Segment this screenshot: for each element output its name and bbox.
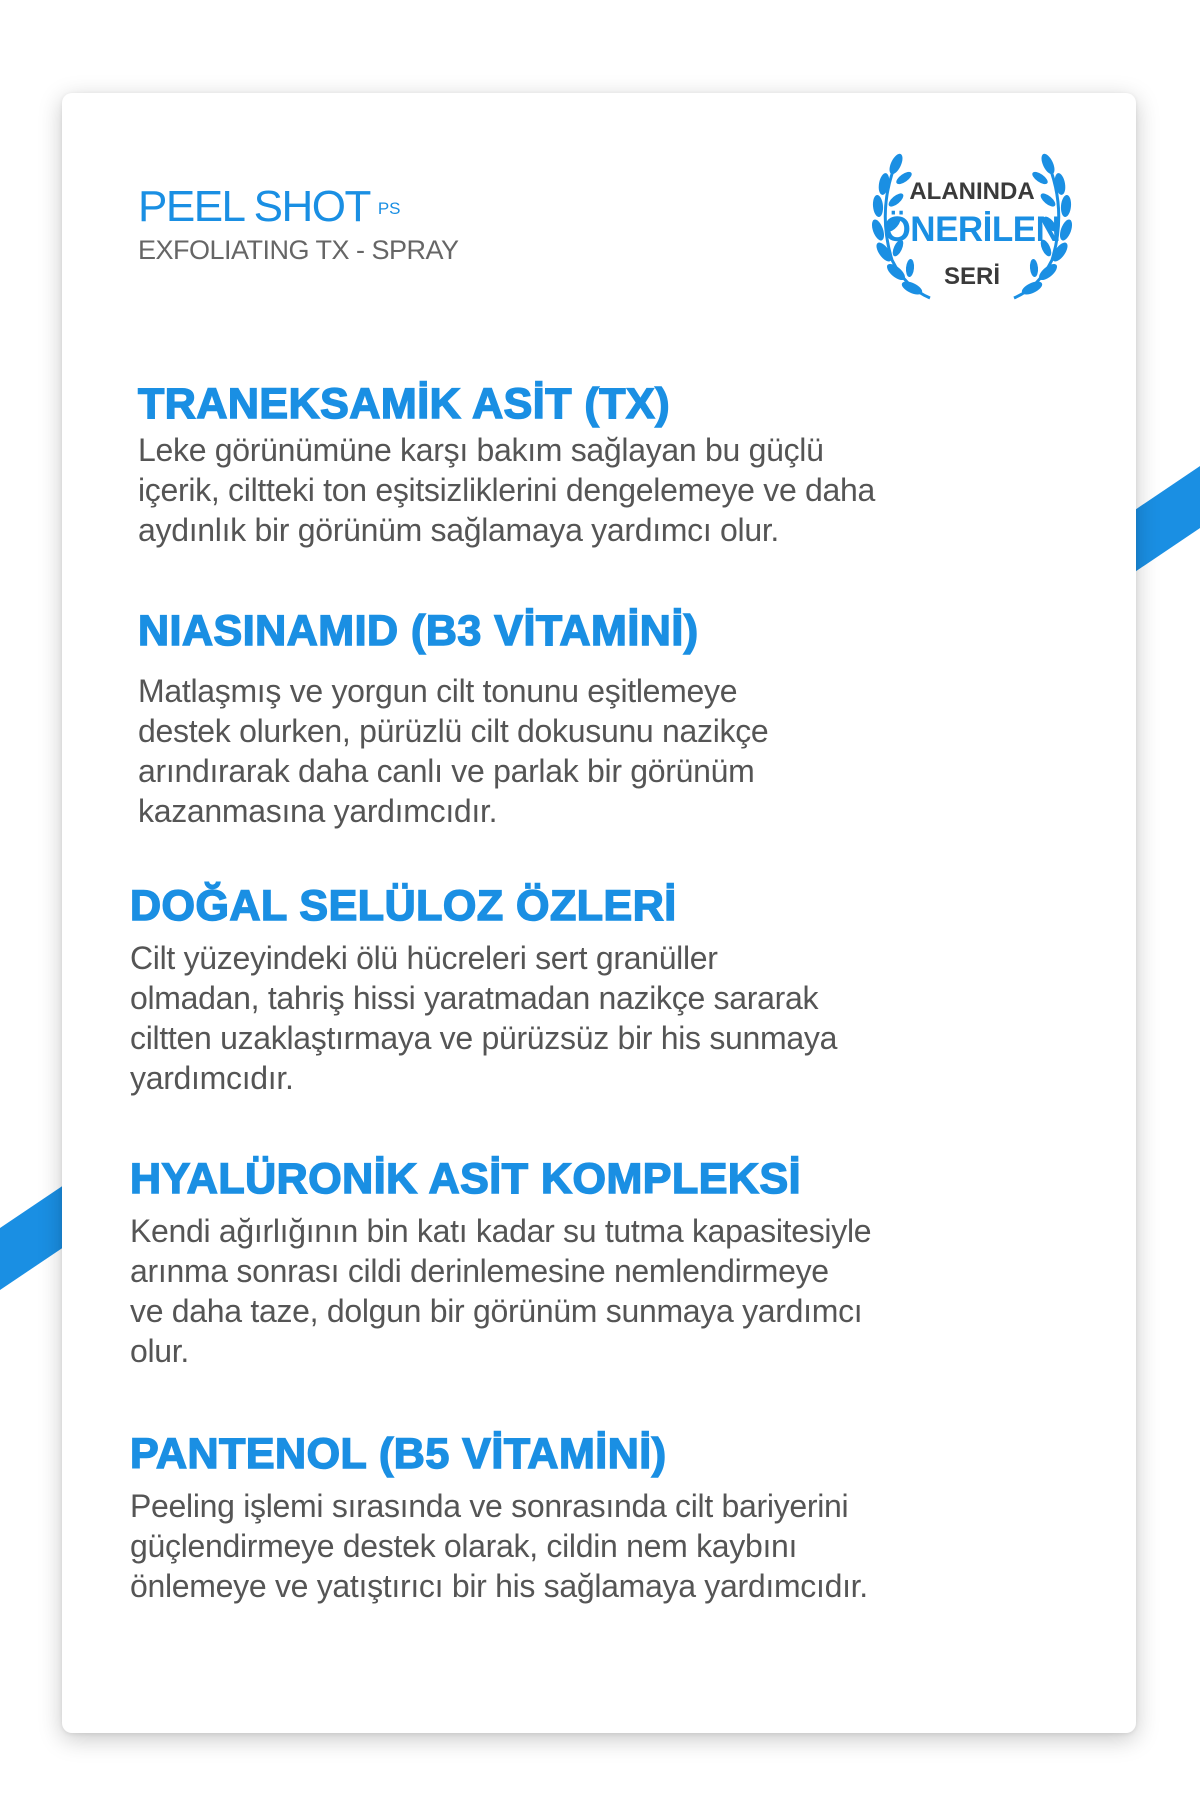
description-line: Matlaşmış ve yorgun cilt tonunu eşitlemeye [138, 673, 738, 709]
description-line: Kendi ağırlığının bin katı kadar su tutma kapasitesiyle [130, 1213, 872, 1249]
ingredient-description [130, 1211, 990, 1371]
brand-name-text: PEEL SHOT [138, 182, 370, 231]
ingredient-description [130, 938, 990, 1098]
description-line: Peeling işlemi sırasında ve sonrasında cilt bariyerini [130, 1488, 849, 1524]
description-line: olmadan, tahriş hissi yaratmadan nazikçe sararak [130, 980, 819, 1016]
ingredient-title: PANTENOL (B5 VİTAMİNİ) [130, 1430, 667, 1478]
badge-middle-text: ÖNERİLEN [883, 210, 1061, 249]
brand-superscript: PS [377, 199, 401, 218]
brand-name [138, 183, 459, 231]
ingredient-section [130, 1428, 1010, 1606]
recommended-badge [858, 148, 1086, 308]
badge-bottom-text: SERİ [943, 263, 1000, 290]
description-line: destek olurken, pürüzlü cilt dokusunu nazikçe [138, 713, 769, 749]
ingredient-description [138, 430, 998, 550]
description-line: yardımcıdır. [130, 1060, 294, 1096]
ingredient-section [138, 378, 1018, 550]
ingredient-section [138, 605, 1018, 831]
brand-header [138, 183, 459, 266]
description-line: Leke görünümüne karşı bakım sağlayan bu güçlü [138, 432, 824, 468]
decorative-stripe-left [0, 1181, 70, 1344]
ingredient-section [130, 1153, 1010, 1371]
description-line: güçlendirmeye destek olarak, cildin nem kaybını [130, 1528, 798, 1564]
description-line: aydınlık bir görünüm sağlamaya yardımcı olur. [138, 512, 780, 548]
description-line: arındırarak daha canlı ve parlak bir görünüm [138, 753, 755, 789]
description-line: içerik, ciltteki ton eşitsizliklerini dengelemeye ve daha [138, 472, 876, 508]
ingredient-description [138, 671, 998, 831]
description-line: olur. [130, 1333, 189, 1369]
description-line: Cilt yüzeyindeki ölü hücreleri sert granüller [130, 940, 718, 976]
ingredient-section [130, 880, 1010, 1098]
description-line: ve daha taze, dolgun bir görünüm sunmaya yardımcı [130, 1293, 863, 1329]
ingredient-description [130, 1486, 990, 1606]
description-line: ciltten uzaklaştırmaya ve pürüzsüz bir his sunmaya [130, 1020, 838, 1056]
ingredient-title: TRANEKSAMİK ASİT (TX) [138, 380, 671, 428]
brand-subtitle: EXFOLIATING TX - SPRAY [138, 235, 459, 265]
badge-top-text: ALANINDA [909, 178, 1035, 205]
ingredient-title: DOĞAL SELÜLOZ ÖZLERİ [130, 882, 677, 930]
ingredient-title: HYALÜRONİK ASİT KOMPLEKSİ [130, 1155, 802, 1203]
description-line: önlemeye ve yatıştırıcı bir his sağlamaya yardımcıdır. [130, 1568, 868, 1604]
description-line: arınma sonrası cildi derinlemesine nemlendirmeye [130, 1253, 829, 1289]
ingredient-title: NIASINAMID (B3 VİTAMİNİ) [138, 607, 699, 655]
description-line: kazanmasına yardımcıdır. [138, 793, 498, 829]
